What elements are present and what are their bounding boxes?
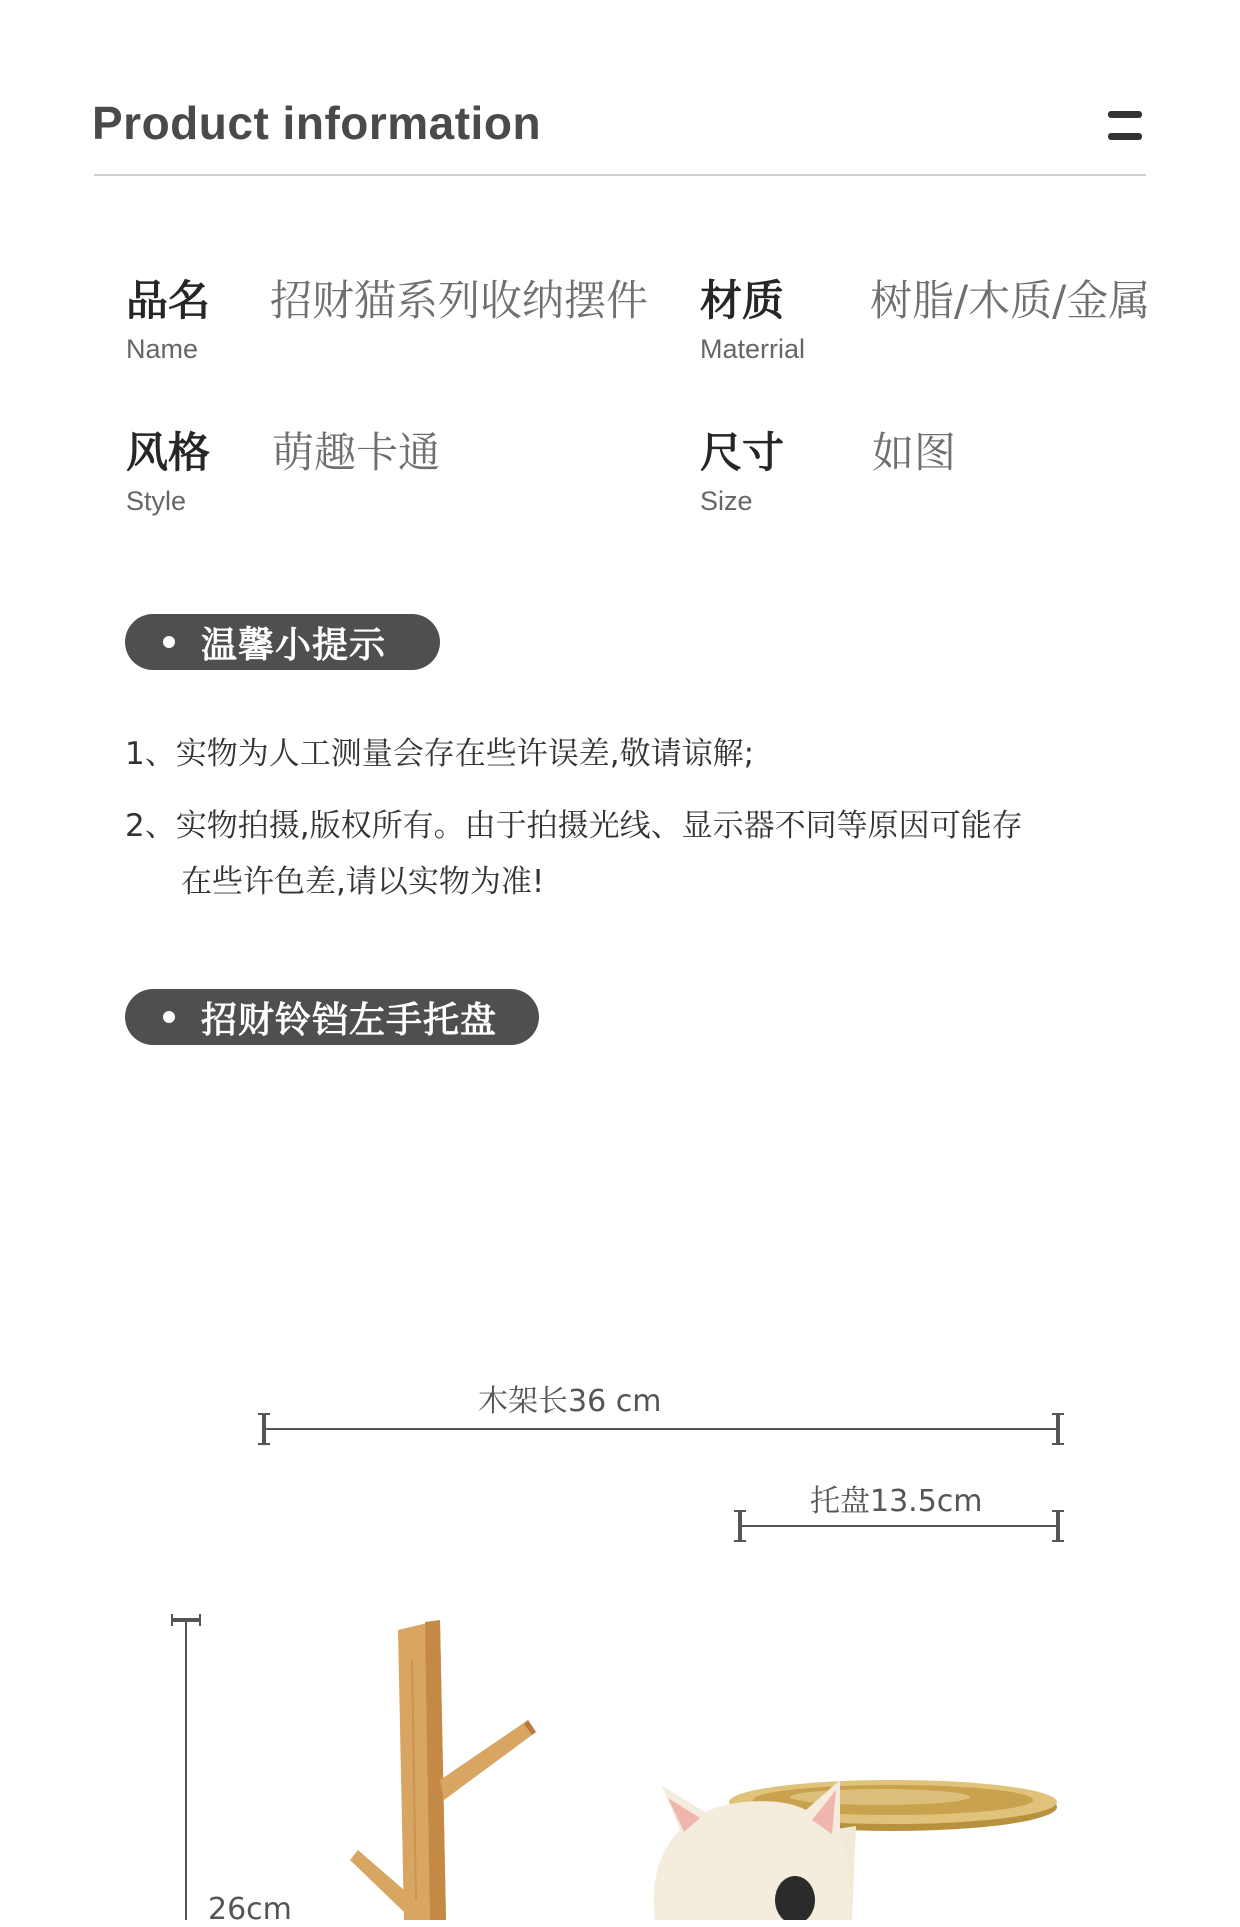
spec-sub-style: Style bbox=[126, 486, 187, 516]
spec-value-style: 萌趣卡通 bbox=[272, 428, 441, 477]
spec-value-size: 如图 bbox=[872, 428, 957, 477]
shelf-length-measure-line bbox=[258, 1414, 1064, 1444]
tip-item-2-continued: 在些许色差,请以实物为准! bbox=[181, 864, 545, 900]
spec-label-style: 风格 bbox=[126, 428, 211, 477]
tray-size-label: 托盘13.5cm bbox=[810, 1484, 983, 1519]
spec-label-material: 材质 bbox=[700, 276, 785, 325]
spec-sub-name: Name bbox=[126, 334, 199, 364]
product-heading: 招财铃铛左手托盘 bbox=[201, 999, 498, 1041]
spec-value-material: 树脂/木质/金属 bbox=[870, 276, 1151, 325]
height-measure-line bbox=[172, 1614, 200, 1920]
tip-item-1: 1、实物为人工测量会存在些许误差,敬请谅解; bbox=[125, 736, 755, 772]
tray-measure-line bbox=[734, 1511, 1064, 1541]
tips-heading: 温馨小提示 bbox=[201, 624, 387, 666]
spec-sub-material: Materrial bbox=[700, 334, 806, 364]
tip-item-2: 2、实物拍摄,版权所有。由于拍摄光线、显示器不同等原因可能存 bbox=[125, 808, 1023, 844]
spec-label-size: 尺寸 bbox=[700, 428, 785, 477]
wooden-stand bbox=[350, 1620, 536, 1920]
spec-sub-size: Size bbox=[700, 486, 753, 516]
shelf-length-label: 木架长36 cm bbox=[478, 1384, 662, 1419]
spec-label-name: 品名 bbox=[126, 276, 211, 325]
height-label: 26cm bbox=[208, 1892, 292, 1927]
page-title: Product information bbox=[92, 97, 542, 149]
spec-value-name: 招财猫系列收纳摆件 bbox=[270, 276, 649, 325]
